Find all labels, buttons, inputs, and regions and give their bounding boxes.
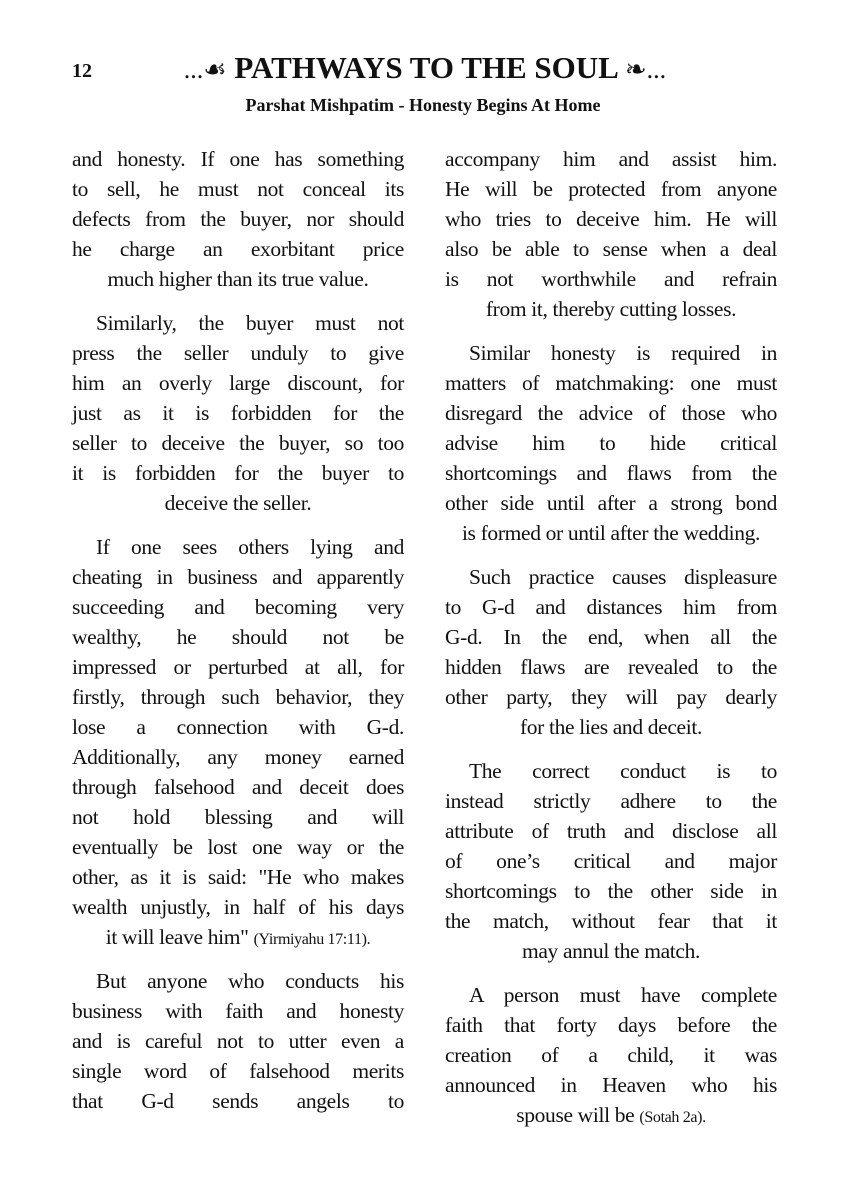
line-text: he charge an exorbitant price: [72, 237, 404, 261]
text-line: [72, 532, 404, 562]
text-line: [72, 204, 404, 234]
text-line: [72, 1086, 404, 1116]
text-line: [72, 772, 404, 802]
text-line: [445, 756, 777, 786]
text-line: [445, 980, 777, 1010]
text-line: [445, 234, 777, 264]
text-line: [445, 562, 777, 592]
text-line: [72, 368, 404, 398]
text-line: [445, 174, 777, 204]
text-line: [72, 742, 404, 772]
line-text: The correct conduct is to: [469, 759, 777, 783]
line-text: who tries to deceive him. He will: [445, 207, 777, 231]
text-line: [445, 338, 777, 368]
text-line: [445, 368, 777, 398]
line-text: just as it is forbidden for the: [72, 401, 404, 425]
line-text: lose a connection with G-d.: [72, 715, 404, 739]
paragraph: [72, 308, 404, 518]
line-text: also be able to sense when a deal: [445, 237, 777, 261]
paragraph: [445, 338, 777, 548]
line-text: faith that forty days before the: [445, 1013, 777, 1037]
line-text: not hold blessing and will: [72, 805, 404, 829]
line-text: creation of a child, it was: [445, 1043, 777, 1067]
text-line: [445, 652, 777, 682]
text-line: [72, 1056, 404, 1086]
line-text: wealthy, he should not be: [72, 625, 404, 649]
line-text: spouse will be: [516, 1103, 635, 1127]
line-text: shortcomings to the other side in: [445, 879, 777, 903]
line-text: matters of matchmaking: one must: [445, 371, 777, 395]
book-title: PATHWAYS TO THE SOUL: [234, 50, 618, 85]
text-line: [445, 1040, 777, 1070]
line-text: other side until after a strong bond: [445, 491, 777, 515]
text-line: [445, 876, 777, 906]
text-line: [445, 1070, 777, 1100]
paragraph: [72, 532, 404, 952]
line-text: from it, thereby cutting losses.: [485, 297, 737, 321]
text-line: [445, 906, 777, 936]
paragraph: [445, 756, 777, 966]
line-text: and is careful not to utter even a: [72, 1029, 404, 1053]
text-line: [445, 294, 777, 324]
line-text: is not worthwhile and refrain: [445, 267, 777, 291]
text-line: [445, 816, 777, 846]
text-line: [72, 338, 404, 368]
text-line: [72, 144, 404, 174]
text-line: [445, 936, 777, 966]
line-text: G-d. In the end, when all the: [445, 625, 777, 649]
text-line: [72, 592, 404, 622]
ornament-left-icon: ...☙: [183, 55, 227, 84]
line-text: through falsehood and deceit does: [72, 775, 404, 799]
running-title: [130, 50, 720, 86]
text-line: [445, 518, 777, 548]
text-line: [72, 458, 404, 488]
text-line: [72, 832, 404, 862]
line-text: of one’s critical and major: [445, 849, 777, 873]
line-text: it is forbidden for the buyer to: [72, 461, 404, 485]
text-line: [72, 398, 404, 428]
text-line: [445, 786, 777, 816]
line-text: and honesty. If one has something: [72, 147, 404, 171]
line-text: press the seller unduly to give: [72, 341, 404, 365]
text-line: [72, 712, 404, 742]
line-text: other party, they will pay dearly: [445, 685, 777, 709]
text-line: [445, 458, 777, 488]
line-text: may annul the match.: [521, 939, 701, 963]
line-text: cheating in business and apparently: [72, 565, 404, 589]
citation: (Sotah 2a).: [639, 1109, 706, 1126]
text-line: [445, 682, 777, 712]
citation: (Yirmiyahu 17:11).: [253, 931, 371, 948]
line-text: eventually be lost one way or the: [72, 835, 404, 859]
page-number: 12: [72, 60, 92, 82]
line-text: A person must have complete: [469, 983, 777, 1007]
line-text: to G-d and distances him from: [445, 595, 777, 619]
line-text: single word of falsehood merits: [72, 1059, 404, 1083]
left-column: [72, 144, 404, 1130]
paragraph: [445, 562, 777, 742]
line-text: Additionally, any money earned: [72, 745, 404, 769]
ornament-right-icon: ❧...: [624, 55, 667, 84]
text-line: [72, 428, 404, 458]
line-text: Similarly, the buyer must not: [96, 311, 404, 335]
text-line: [72, 922, 404, 952]
line-text: the match, without fear that it: [445, 909, 777, 933]
line-text: business with faith and honesty: [72, 999, 404, 1023]
line-text: him an overly large discount, for: [72, 371, 404, 395]
line-text: advise him to hide critical: [445, 431, 777, 455]
text-line: [72, 234, 404, 264]
line-text: to sell, he must not conceal its: [72, 177, 404, 201]
line-text: wealth unjustly, in half of his days: [72, 895, 404, 919]
text-line: [72, 652, 404, 682]
line-text: it will leave him": [105, 925, 249, 949]
text-line: [445, 1100, 777, 1130]
text-line: [445, 592, 777, 622]
text-line: [72, 264, 404, 294]
line-text: attribute of truth and disclose all: [445, 819, 777, 843]
text-line: [72, 682, 404, 712]
text-line: [445, 398, 777, 428]
paragraph: [72, 966, 404, 1116]
text-line: [445, 1010, 777, 1040]
line-text: impressed or perturbed at all, for: [72, 655, 404, 679]
text-line: [445, 712, 777, 742]
line-text: is formed or until after the wedding.: [461, 521, 761, 545]
line-text: that G-d sends angels to: [72, 1089, 404, 1113]
text-line: [445, 846, 777, 876]
text-line: [72, 802, 404, 832]
line-text: Such practice causes displeasure: [469, 565, 777, 589]
text-line: [72, 862, 404, 892]
text-line: [72, 308, 404, 338]
line-text: much higher than its true value.: [107, 267, 369, 291]
line-text: announced in Heaven who his: [445, 1073, 777, 1097]
text-line: [72, 996, 404, 1026]
line-text: succeeding and becoming very: [72, 595, 404, 619]
paragraph: [445, 980, 777, 1130]
text-line: [72, 174, 404, 204]
text-line: [445, 622, 777, 652]
line-text: accompany him and assist him.: [445, 147, 777, 171]
text-line: [445, 204, 777, 234]
line-text: shortcomings and flaws from the: [445, 461, 777, 485]
line-text: But anyone who conducts his: [96, 969, 404, 993]
line-text: If one sees others lying and: [96, 535, 404, 559]
text-line: [445, 144, 777, 174]
text-line: [445, 264, 777, 294]
line-text: firstly, through such behavior, they: [72, 685, 404, 709]
paragraph: [72, 144, 404, 294]
line-text: disregard the advice of those who: [445, 401, 777, 425]
line-text: He will be protected from anyone: [445, 177, 777, 201]
text-line: [72, 622, 404, 652]
text-line: [445, 428, 777, 458]
text-line: [72, 966, 404, 996]
text-line: [72, 1026, 404, 1056]
line-text: instead strictly adhere to the: [445, 789, 777, 813]
text-line: [445, 488, 777, 518]
text-line: [72, 562, 404, 592]
line-text: other, as it is said: "He who makes: [72, 865, 404, 889]
text-line: [72, 488, 404, 518]
chapter-subtitle: Parshat Mishpatim - Honesty Begins At Home: [245, 95, 601, 115]
line-text: deceive the seller.: [164, 491, 312, 515]
line-text: hidden flaws are revealed to the: [445, 655, 777, 679]
line-text: Similar honesty is required in: [469, 341, 777, 365]
line-text: defects from the buyer, nor should: [72, 207, 404, 231]
line-text: for the lies and deceit.: [519, 715, 703, 739]
paragraph: [445, 144, 777, 324]
text-line: [72, 892, 404, 922]
line-text: seller to deceive the buyer, so too: [72, 431, 404, 455]
right-column: [445, 144, 777, 1144]
